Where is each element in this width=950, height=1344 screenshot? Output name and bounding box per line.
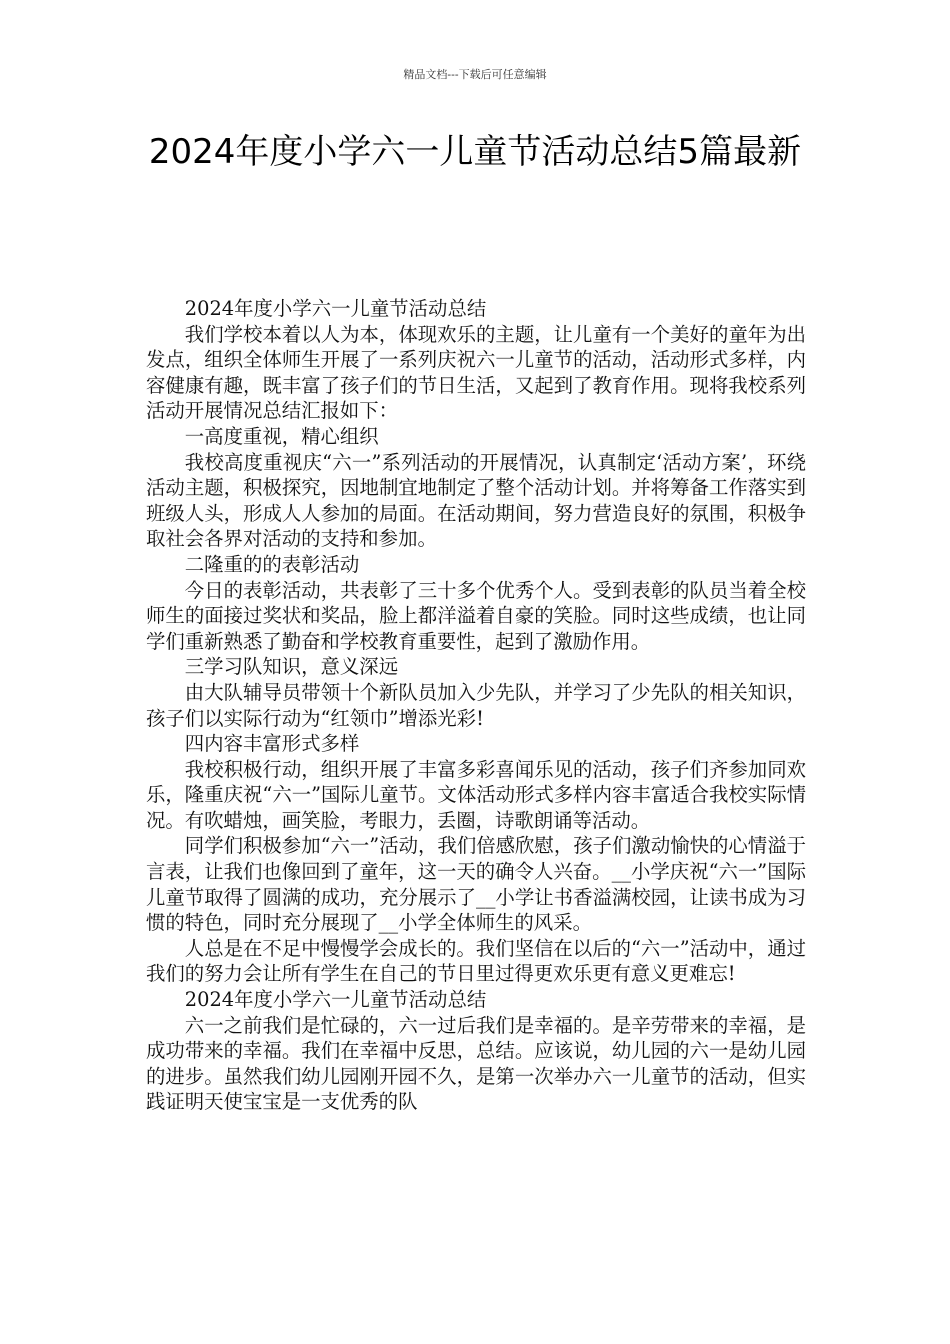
body-paragraph: 由大队辅导员带领十个新队员加入少先队，并学习了少先队的相关知识，孩子们以实际行动为“红领巾”增添光彩! [146,680,806,730]
body-paragraph: 人总是在不足中慢慢学会成长的。我们坚信在以后的“六一”活动中，通过我们的努力会让所有学生在自己的节日里过得更欢乐更有意义更难忘! [146,936,806,986]
body-paragraph: 我们学校本着以人为本，体现欢乐的主题，让儿童有一个美好的童年为出发点，组织全体师生开展了一系列庆祝六一儿童节的活动，活动形式多样，内容健康有趣，既丰富了孩子们的节日生活，又起到了教育作用。现将我校系列活动开展情况总结汇报如下： [146,322,806,423]
document-body [146,296,806,1115]
body-paragraph: 今日的表彰活动，共表彰了三十多个优秀个人。受到表彰的队员当着全校师生的面接过奖状和奖品，脸上都洋溢着自豪的笑脸。同时这些成绩，也让同学们重新熟悉了勤奋和学校教育重要性，起到了激励作用。 [146,578,806,653]
section-heading: 一高度重视，精心组织 [184,424,379,448]
section-heading: 2024年度小学六一儿童节活动总结 [184,297,487,320]
document-title: 2024年度小学六一儿童节活动总结5篇最新 [148,132,802,172]
header-note: 精品文档---下载后可任意编辑 [403,68,547,81]
body-paragraph: 六一之前我们是忙碌的，六一过后我们是幸福的。是辛劳带来的幸福，是成功带来的幸福。我们在幸福中反思，总结。应该说，幼儿园的六一是幼儿园的进步。虽然我们幼儿园刚开园不久，是第一次举办六一儿童节的活动，但实践证明天使宝宝是一支优秀的队 [146,1013,806,1114]
body-paragraph: 我校积极行动，组织开展了丰富多彩喜闻乐见的活动，孩子们齐参加同欢乐，隆重庆祝“六一”国际儿童节。文体活动形式多样内容丰富适合我校实际情况。有吹蜡烛，画笑脸，考眼力，丢圈，诗歌朗诵等活动。 [146,757,806,832]
body-paragraph: 我校高度重视庆“六一”系列活动的开展情况，认真制定‘活动方案’，环绕活动主题，积极探究，因地制宜地制定了整个活动计划。并将筹备工作落实到班级人头，形成人人参加的局面。在活动期间，努力营造良好的氛围，积极争取社会各界对活动的支持和参加。 [146,450,806,551]
section-heading: 四内容丰富形式多样 [184,732,360,756]
section-heading: 2024年度小学六一儿童节活动总结 [184,988,487,1012]
section-heading: 二隆重的的表彰活动 [184,552,360,576]
section-heading: 三学习队知识，意义深远 [184,655,399,679]
body-paragraph: 同学们积极参加“六一”活动，我们倍感欣慰，孩子们激动愉快的心情溢于言表，让我们也像回到了童年，这一天的确令人兴奋。__小学庆祝“六一”国际儿童节取得了圆满的成功，充分展示了__小学让书香溢满校园，让读书成为习惯的特色，同时充分展现了__小学全体师生的风采。 [146,834,806,935]
